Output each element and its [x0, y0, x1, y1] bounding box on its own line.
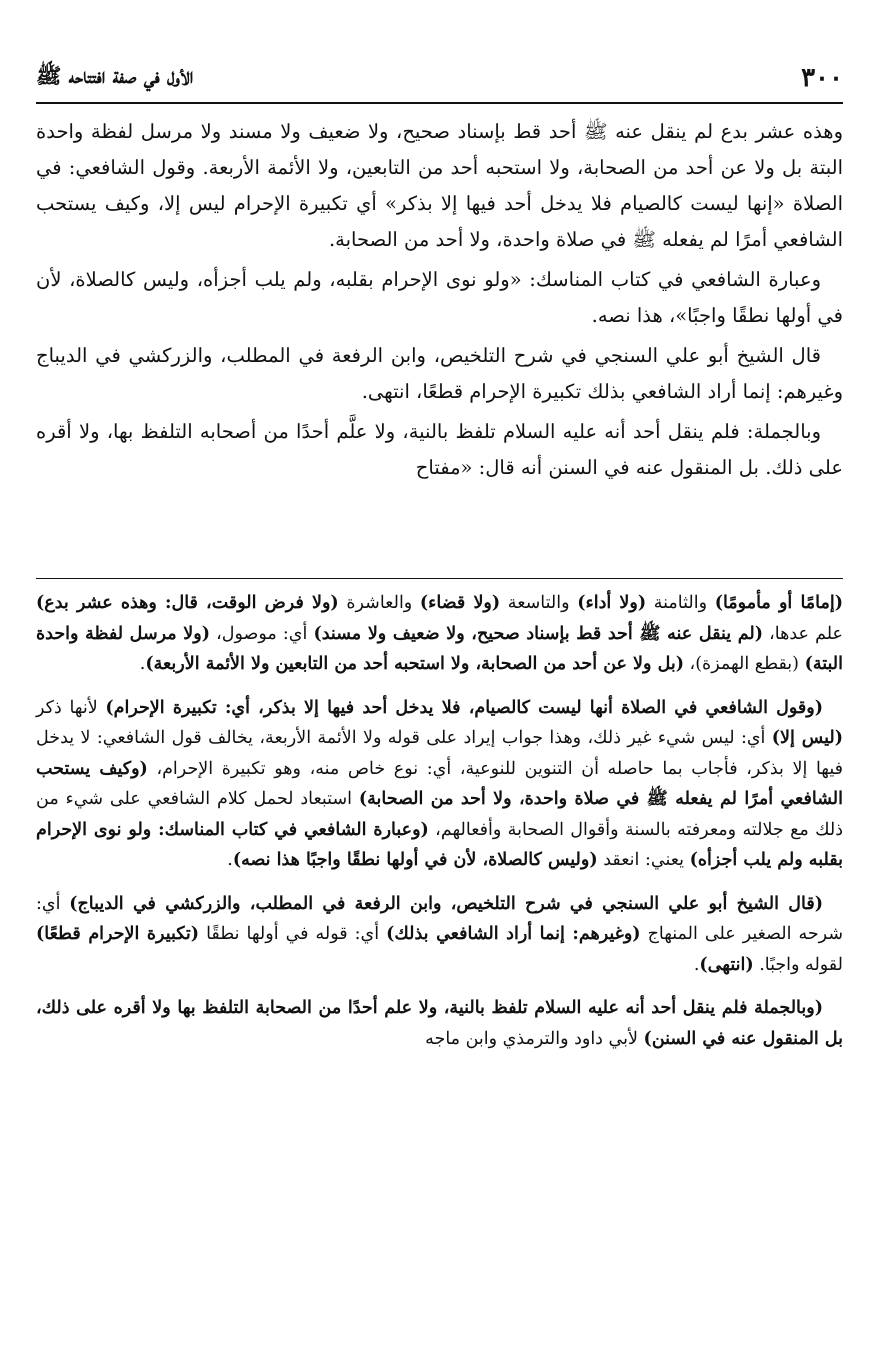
quoted-main-text: (وقول الشافعي في الصلاة أنها ليست كالصيام، فلا يدخل أحد فيها إلا بذكر، أي: تكبيرة الإحرام)	[105, 697, 823, 718]
quoted-main-text: (وبالجملة فلم ينقل أحد أنه عليه السلام تلفظ بالنية، ولا علم أحدًا من الصحابة التلفظ بها ولا أقره على ذلك، بل المنقول عنه في السنن)	[36, 998, 843, 1049]
quoted-main-text: (ولا قضاء)	[419, 593, 501, 613]
commentary-note: والثامنة	[646, 593, 715, 613]
header-rule	[36, 102, 843, 104]
commentary-paragraph	[36, 993, 843, 1054]
commentary-text	[36, 588, 843, 1067]
commentary-note: علم عدها،	[763, 623, 843, 644]
main-paragraph: وعبارة الشافعي في كتاب المناسك: «ولو نوى الإحرام بقلبه، ولم يلب أجزأه، وليس كالصلاة، لأن في أولها نطقًا واجبًا»، هذا نصه.	[36, 268, 843, 327]
commentary-note: لقوله واجبًا.	[753, 954, 843, 975]
quoted-main-text: (بل ولا عن أحد من الصحابة، ولا استحبه أحد من التابعين ولا الأئمة الأربعة)	[145, 654, 684, 674]
commentary-note: والتاسعة	[500, 593, 578, 613]
commentary-paragraph	[36, 693, 843, 876]
commentary-note: أي: شرحه الصغير على المنهاج	[36, 893, 843, 944]
commentary-paragraph	[36, 588, 843, 680]
quoted-main-text: (وليس كالصلاة، لأن في أولها نطقًا واجبًا هذا نصه)	[232, 850, 598, 870]
commentary-note: لأنها ذكر	[36, 697, 106, 718]
commentary-paragraph	[36, 889, 843, 981]
quoted-main-text: (ولا فرض الوقت، قال: وهذه عشر بدع)	[36, 593, 339, 613]
commentary-note: .	[227, 850, 233, 870]
commentary-note: والعاشرة	[338, 593, 420, 613]
footnote-divider	[36, 578, 843, 579]
main-paragraph: وهذه عشر بدع لم ينقل عنه ﷺ أحد قط بإسناد صحيح، ولا ضعيف ولا مسند ولا مرسل لفظة واحدة البتة بل ولا عن أحد من الصحابة، ولا استحبه أحد من التابعين، ولا الأئمة الأربعة. وقول الشافعي: في الصلاة «إنها ليست كالصيام فلا يدخل أحد فيها إلا بذكر» أي تكبيرة الإحرام ليس إلا، وكيف يستحب الشافعي أمرًا لم يفعله ﷺ في صلاة واحدة، ولا أحد من الصحابة.	[36, 120, 843, 251]
commentary-note: لأبي داود والترمذي وابن ماجه	[425, 1028, 644, 1049]
commentary-note: أي: ليس شيء غير ذلك، وهذا جواب إيراد على قوله ولا الأئمة الأربعة، يخالف قول الشافعي: لا يدخل فيها إلا بذكر، فأجاب بما حاصله أن التنوين للنوعية، أي: نوع خاص منه، وهو تكبيرة الإحرام،	[36, 728, 843, 779]
page-header	[36, 58, 843, 98]
quoted-main-text: (إمامًا أو مأمومًا)	[714, 593, 843, 613]
quoted-main-text: (ليس إلا)	[771, 728, 843, 748]
quoted-main-text: (لم ينقل عنه ﷺ أحد قط بإسناد صحيح، ولا ضعيف ولا مسند)	[313, 623, 764, 644]
commentary-note: استبعاد لحمل كلام الشافعي على شيء من ذلك مع جلالته ومعرفته بالسنة وأقوال الصحابة وأفعالهم،	[36, 789, 843, 840]
quoted-main-text: (وغيرهم: إنما أراد الشافعي بذلك)	[386, 924, 641, 944]
running-title: الأول في صفة افتتاحه ﷺ	[36, 62, 194, 88]
quoted-main-text: (تكبيرة الإحرام قطعًا)	[36, 924, 200, 944]
main-paragraph: وبالجملة: فلم ينقل أحد أنه عليه السلام تلفظ بالنية، ولا علَّم أحدًا من أصحابه التلفظ بها، ولا أقره على ذلك. بل المنقول عنه في السنن أنه قال: «مفتاح	[36, 420, 843, 479]
page-number: ٣٠٠	[801, 63, 843, 93]
commentary-note: أي: قوله في أولها نطقًا	[199, 924, 387, 944]
commentary-note: يعني: انعقد	[597, 850, 690, 870]
quoted-main-text: (وكيف يستحب الشافعي أمرًا لم يفعله ﷺ في صلاة واحدة، ولا أحد من الصحابة)	[36, 758, 843, 809]
main-paragraph: قال الشيخ أبو علي السنجي في شرح التلخيص، وابن الرفعة في المطلب، والزركشي في الديباج وغيرهم: إنما أراد الشافعي بذلك تكبيرة الإحرام قطعًا، انتهى.	[36, 344, 843, 403]
quoted-main-text: (ولا مرسل لفظة واحدة البتة)	[36, 623, 843, 674]
commentary-note: (بقطع الهمزة)،	[683, 654, 805, 674]
commentary-note: .	[693, 954, 700, 975]
quoted-main-text: (وعبارة الشافعي في كتاب المناسك: ولو نوى الإحرام بقلبه ولم يلب أجزأه)	[36, 819, 843, 870]
main-text	[36, 114, 843, 490]
commentary-note: أي: موصول،	[209, 623, 314, 644]
commentary-note: .	[139, 654, 146, 674]
quoted-main-text: (انتهى)	[699, 954, 754, 975]
quoted-main-text: (قال الشيخ أبو علي السنجي في شرح التلخيص، وابن الرفعة في المطلب، والزركشي في الديباج)	[69, 893, 823, 914]
quoted-main-text: (ولا أداء)	[577, 593, 647, 613]
